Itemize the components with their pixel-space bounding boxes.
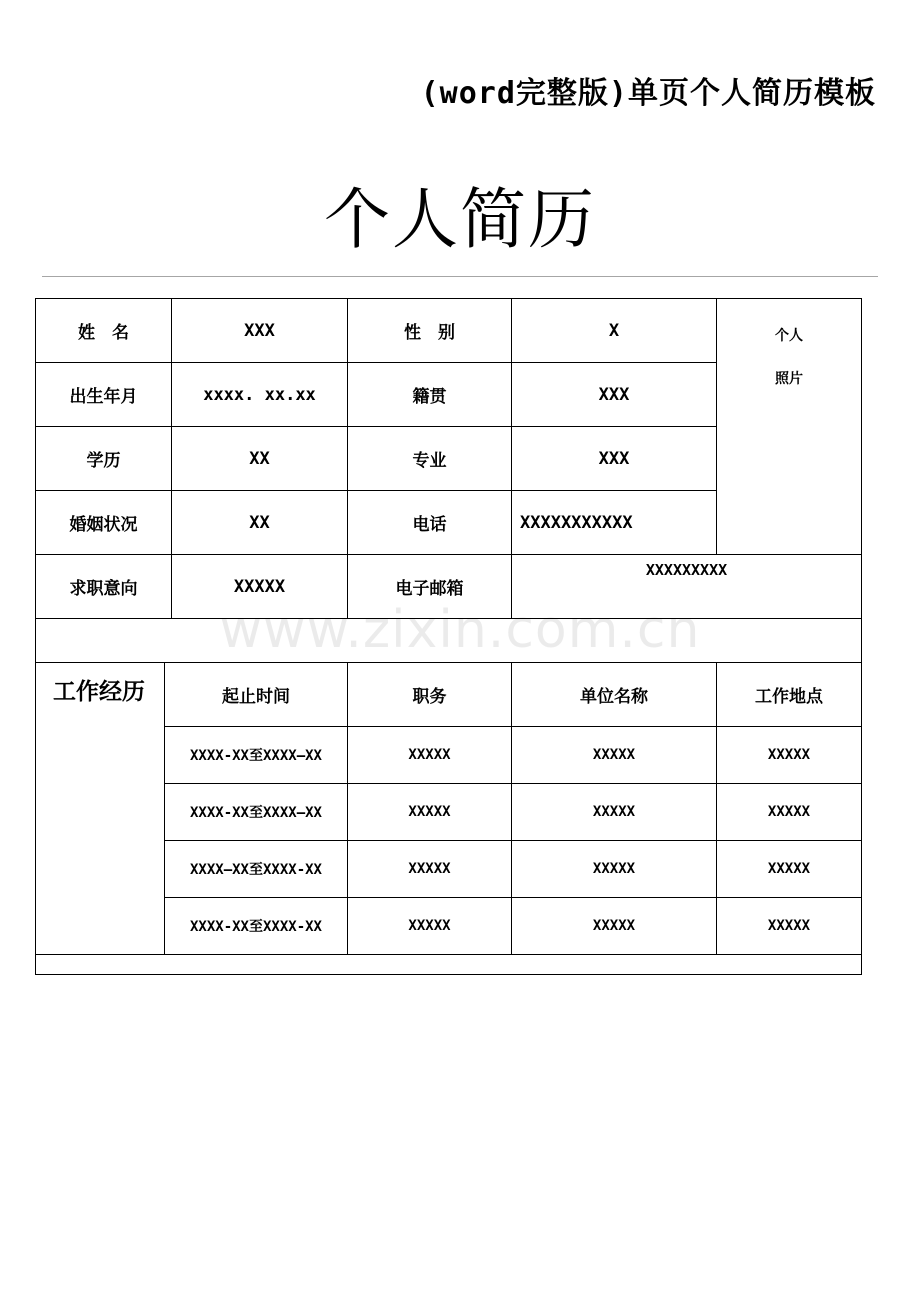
header-position: 职务 xyxy=(348,663,512,727)
work-period[interactable]: XXXX-XX至XXXX-XX xyxy=(165,898,348,955)
spacer-cell xyxy=(36,619,862,663)
education-label: 学历 xyxy=(36,427,172,491)
job-objective-value[interactable]: XXXXX xyxy=(172,555,348,619)
document-header: (word完整版)单页个人简历模板 xyxy=(420,76,876,111)
native-place-label: 籍贯 xyxy=(348,363,512,427)
work-experience-title xyxy=(36,663,165,955)
photo-label-line1: 个人 xyxy=(775,328,803,344)
photo-label-line2: 照片 xyxy=(775,371,803,387)
birth-label: 出生年月 xyxy=(36,363,172,427)
work-period[interactable]: XXXX-XX至XXXX—XX xyxy=(165,784,348,841)
row-name xyxy=(36,299,862,363)
email-label: 电子邮箱 xyxy=(348,555,512,619)
resume-table xyxy=(35,298,862,975)
work-location[interactable]: XXXXX xyxy=(717,727,862,784)
major-label: 专业 xyxy=(348,427,512,491)
row-spacer xyxy=(36,619,862,663)
work-location[interactable]: XXXXX xyxy=(717,898,862,955)
work-position[interactable]: XXXXX xyxy=(348,898,512,955)
work-company[interactable]: XXXXX xyxy=(512,898,717,955)
work-company[interactable]: XXXXX xyxy=(512,784,717,841)
education-value[interactable]: XX xyxy=(172,427,348,491)
native-place-value[interactable]: XXX xyxy=(512,363,717,427)
work-location[interactable]: XXXXX xyxy=(717,841,862,898)
work-period[interactable]: XXXX—XX至XXXX-XX xyxy=(165,841,348,898)
marital-status-value[interactable]: XX xyxy=(172,491,348,555)
major-value[interactable]: XXX xyxy=(512,427,717,491)
name-value[interactable]: XXX xyxy=(172,299,348,363)
phone-label: 电话 xyxy=(348,491,512,555)
work-period[interactable]: XXXX-XX至XXXX—XX xyxy=(165,727,348,784)
email-value[interactable]: XXXXXXXXX xyxy=(512,555,862,619)
footer-spacer-cell xyxy=(36,955,862,975)
page-title: 个人简历 xyxy=(324,181,596,258)
phone-value[interactable]: XXXXXXXXXXX xyxy=(512,491,717,555)
work-position[interactable]: XXXXX xyxy=(348,841,512,898)
watermark: www.zixin.com.cn xyxy=(219,600,701,660)
header-company: 单位名称 xyxy=(512,663,717,727)
header-location: 工作地点 xyxy=(717,663,862,727)
row-footer-spacer xyxy=(36,955,862,975)
title-divider xyxy=(42,276,878,277)
work-location[interactable]: XXXXX xyxy=(717,784,862,841)
photo-box[interactable] xyxy=(717,299,862,555)
gender-value[interactable]: X xyxy=(512,299,717,363)
gender-label: 性 别 xyxy=(348,299,512,363)
row-objective xyxy=(36,555,862,619)
work-position[interactable]: XXXXX xyxy=(348,784,512,841)
name-label: 姓 名 xyxy=(36,299,172,363)
work-position[interactable]: XXXXX xyxy=(348,727,512,784)
job-objective-label: 求职意向 xyxy=(36,555,172,619)
work-company[interactable]: XXXXX xyxy=(512,727,717,784)
marital-status-label: 婚姻状况 xyxy=(36,491,172,555)
work-experience-title-text: 工作经历 xyxy=(53,679,145,705)
work-company[interactable]: XXXXX xyxy=(512,841,717,898)
birth-value[interactable]: xxxx. xx.xx xyxy=(172,363,348,427)
header-period: 起止时间 xyxy=(165,663,348,727)
work-header-row xyxy=(36,663,862,727)
